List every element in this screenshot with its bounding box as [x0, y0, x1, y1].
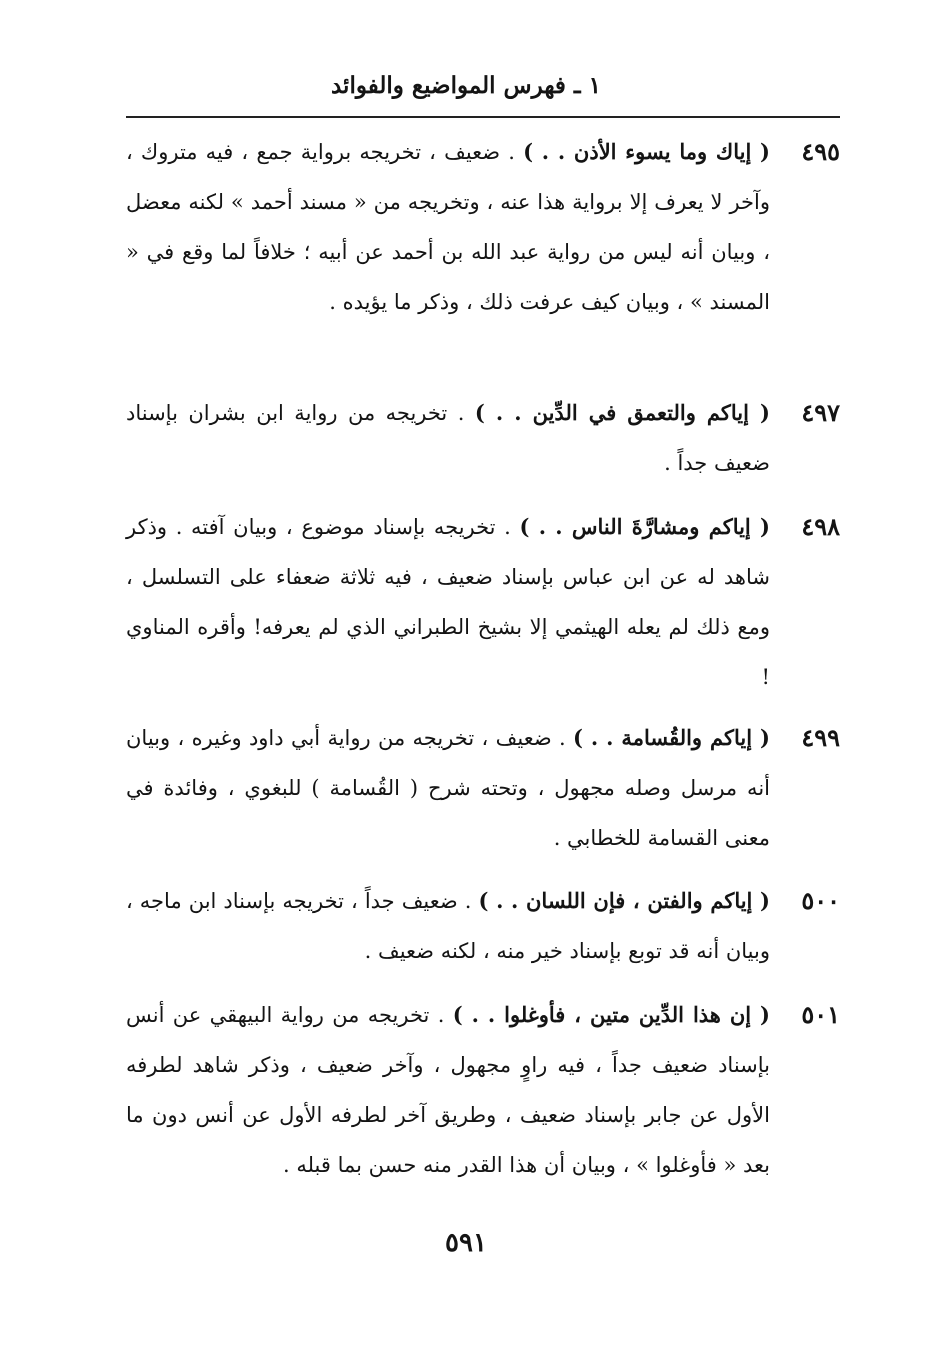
- entry-description: . تخريجه من رواية ابن بشران بإسناد ضعيف جداً .: [126, 401, 770, 475]
- entry-heading: ( إياكم والتعمق في الدِّين . . ): [474, 400, 770, 425]
- header-rule: [126, 116, 840, 118]
- entry-body: [126, 990, 770, 1190]
- entry-number: ٥٠١: [801, 1000, 840, 1029]
- entry-description: . تخريجه من رواية البيهقي عن أنس بإسناد ضعيف جداً ، فيه راوٍ مجهول ، وآخر ضعيف ، وذكر شاهد لطرفه الأول عن جابر بإسناد ضعيف ، وطريق آخر لطرفه الأول عن أنس دون ما بعد « فأوغلوا » ، وبيان أن هذا القدر منه حسن بما قبله .: [126, 1003, 770, 1177]
- entry-number: ٤٩٩: [801, 723, 840, 752]
- entry-number: ٤٩٨: [801, 512, 840, 541]
- page-header-title: ١ ـ فهرس المواضيع والفوائد: [330, 72, 602, 99]
- entry-heading: ( إياكم والقُسامة . . ): [573, 725, 770, 750]
- entry-number: ٤٩٥: [801, 137, 840, 166]
- entry-description: . ضعيف ، تخريجه برواية جمع ، فيه متروك ، وآخر لا يعرف إلا برواية هذا عنه ، وتخريجه من « مسند أحمد » لكنه معضل ، وبيان أنه ليس من رواية عبد الله بن أحمد عن أبيه ؛ خلافاً لما وقع في « المسند » ، وبيان كيف عرفت ذلك ، وذكر ما يؤيده .: [126, 140, 770, 314]
- index-entry-495: [126, 127, 840, 314]
- entry-body: [126, 713, 770, 863]
- entry-description: . تخريجه بإسناد موضوع ، وبيان آفته . وذكر شاهد له عن ابن عباس بإسناد ضعيف ، فيه ثلاثة ضعفاء على التسلسل ، ومع ذلك لم يعله الهيثمي إلا بشيخ الطبراني الذي لم يعرفه! وأقره المناوي !: [126, 515, 770, 689]
- entry-heading: ( إياكم ومشارَّةَ الناس . . ): [519, 514, 770, 539]
- entry-heading: ( إياك وما يسوء الأذن . . ): [523, 139, 770, 164]
- index-entry-499: [126, 713, 840, 850]
- index-entry-498: [126, 502, 840, 689]
- entry-body: [126, 388, 770, 488]
- entry-number: ٥٠٠: [801, 886, 840, 915]
- entry-description: . ضعيف جداً ، تخريجه بإسناد ابن ماجه ، وبيان أنه قد توبع بإسناد خير منه ، لكنه ضعيف .: [126, 889, 770, 963]
- entry-body: [126, 127, 770, 327]
- entry-body: [126, 502, 770, 702]
- entry-heading: ( إياكم والفتن ، فإن اللسان . . ): [478, 888, 770, 913]
- entry-description: . ضعيف ، تخريجه من رواية أبي داود وغيره ، وبيان أنه مرسل وصله مجهول ، وتحته شرح ( القُسامة ) للبغوي ، وفائدة في معنى القسامة للخطابي .: [126, 726, 770, 850]
- entry-heading: ( إن هذا الدِّين متين ، فأوغلوا . . ): [452, 1002, 770, 1027]
- page-number: ٥٩١: [445, 1228, 487, 1258]
- index-entry-501: [126, 990, 840, 1177]
- index-entry-500: [126, 876, 840, 976]
- entry-number: ٤٩٧: [801, 398, 840, 427]
- index-entry-497: [126, 388, 840, 488]
- entry-body: [126, 876, 770, 976]
